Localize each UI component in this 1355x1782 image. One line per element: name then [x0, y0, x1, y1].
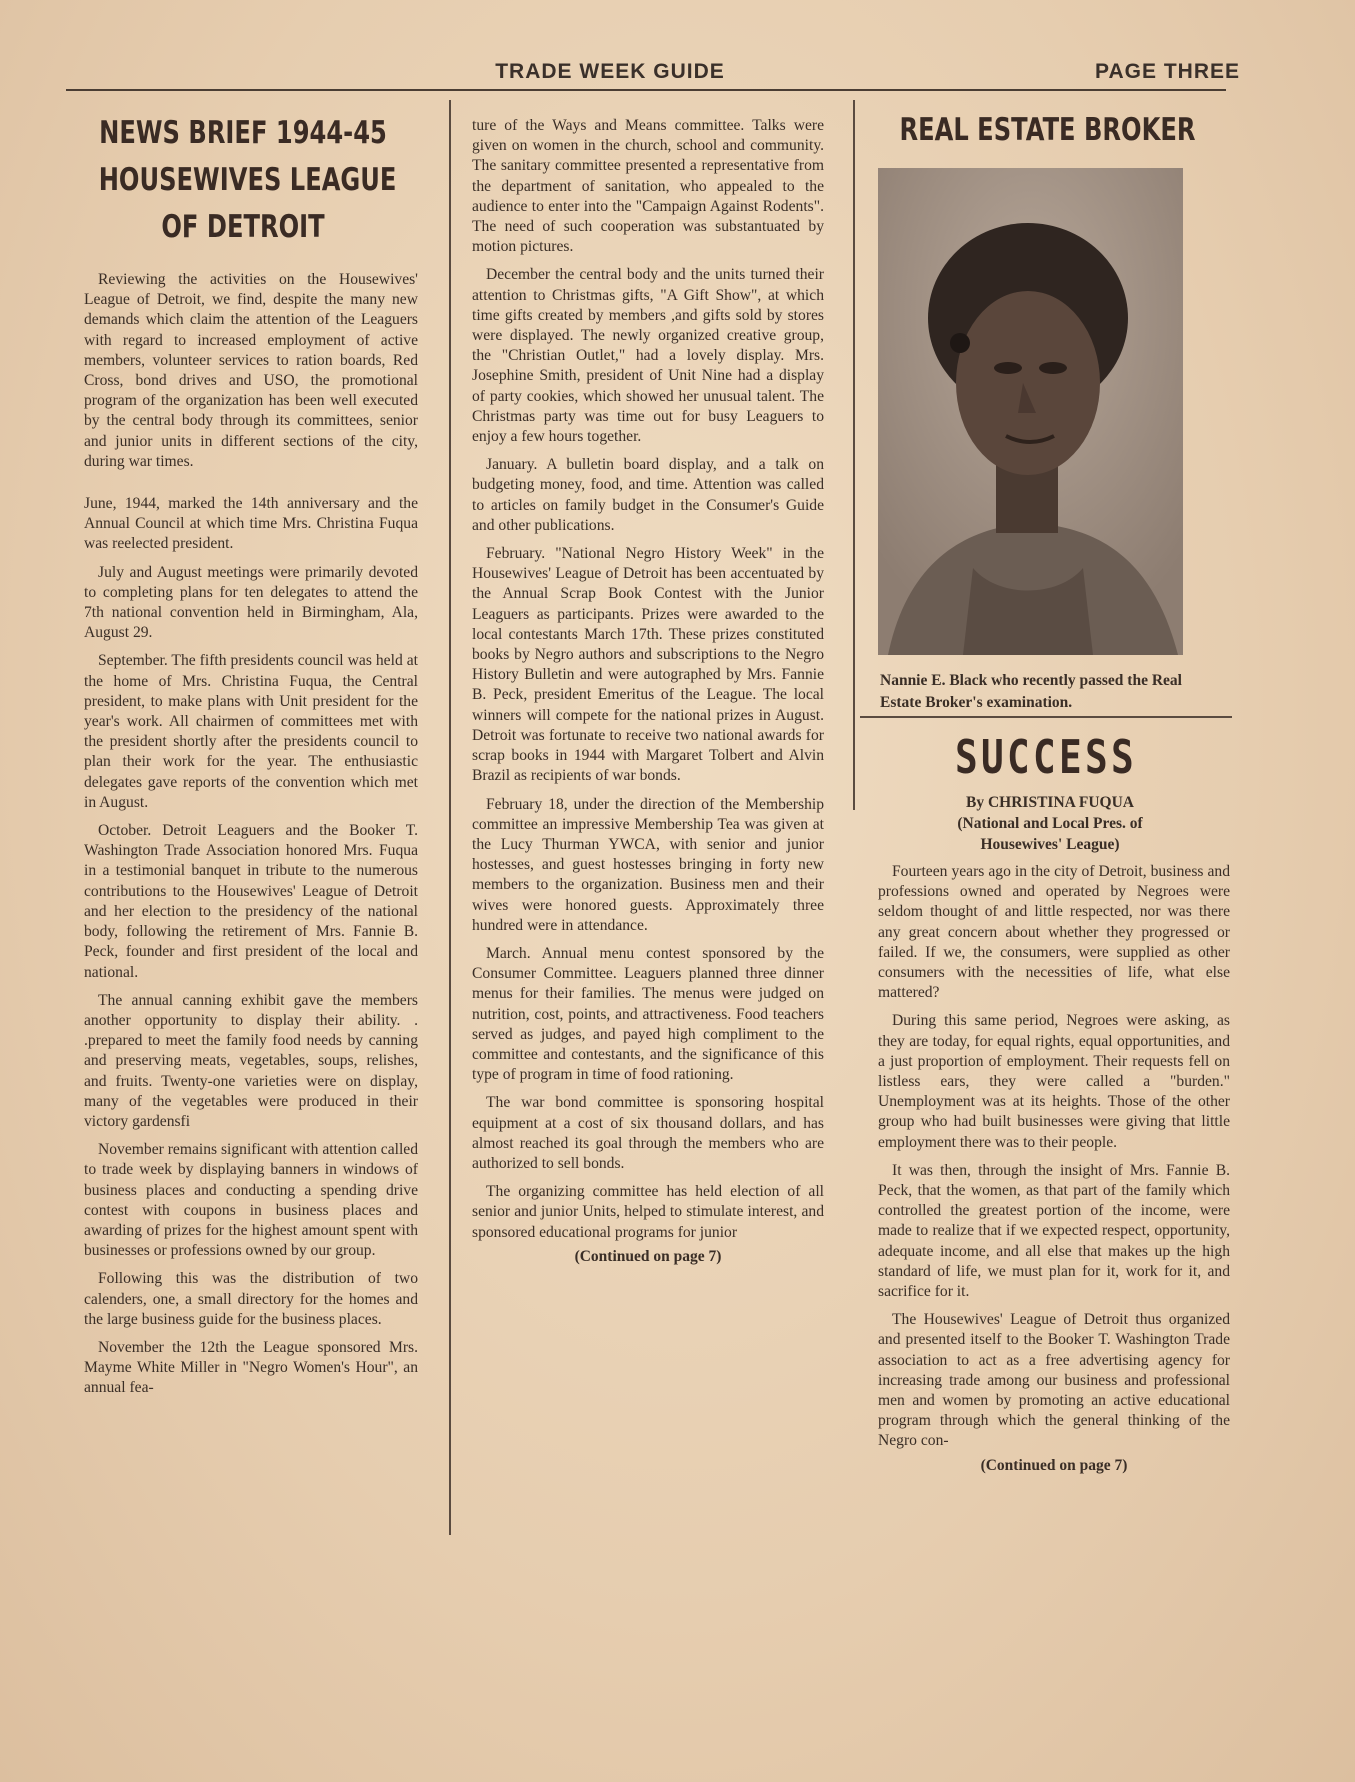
headline-line: NEWS BRIEF 1944-45 — [99, 115, 387, 151]
article1-continuation — [472, 116, 824, 1267]
byline — [870, 792, 1230, 855]
article1-body — [84, 270, 418, 1407]
headline-line: HOUSEWIVES LEAGUE — [98, 162, 397, 198]
page-number: PAGE THREE — [1095, 60, 1240, 83]
paragraph: December the central body and the units turned their attention to Christmas gifts, "A Gift Show", at which time gifts created by members ,and gifts sold by stores were displayed. The newly organized creative group, the "Christian Outlet," had a lovely display. Mrs. Josephine Smith, president of Unit Nine had a display of party cookies, which showed her unusual talent. The Christmas party was time out for busy Leaguers to enjoy a few hours together. — [472, 266, 824, 446]
publication-title: TRADE WEEK GUIDE — [495, 60, 725, 83]
headline-line: OF DETROIT — [161, 209, 325, 245]
article3-headline: SUCCESS — [955, 730, 1137, 784]
paragraph: September. The fifth presidents council was held at the home of Mrs. Christina Fuqua, the Central president, to make plans with Unit president for the year's work. All chairmen of committees met with the president shortly after the presidents council to plan their work for the year. The enthusiastic delegates gave reports of the convention which met in August. — [84, 652, 418, 811]
article1-headline — [98, 110, 397, 251]
portrait-illustration — [878, 168, 1183, 655]
column-divider — [449, 100, 451, 1535]
photo-caption: Nannie E. Black who recently passed the Real Estate Broker's examination. — [880, 672, 1182, 711]
paragraph: The organizing committee has held election of all senior and junior Units, helped to stimulate interest, and sponsored educational programs for junior — [472, 1183, 824, 1241]
paragraph: July and August meetings were primarily devoted to completing plans for ten delegates to attend the 7th national convention held in Birmingham, Ala, August 29. — [84, 563, 418, 642]
paragraph: November the 12th the League sponsored Mrs. Mayme White Miller in "Negro Women's Hour", an annual fea- — [84, 1338, 418, 1397]
paragraph: The Housewives' League of Detroit thus organized and presented itself to the Booker T. Washington Trade association to act as a free advertising agency for increasing trade among our business and professional men and women by promoting an active educational program through which the general thinking of the Negro con- — [878, 1311, 1230, 1450]
continued-note: (Continued on page 7) — [980, 1456, 1128, 1474]
byline-title: Housewives' League) — [980, 836, 1120, 853]
continued-note: (Continued on page 7) — [574, 1247, 722, 1265]
portrait-photo — [878, 168, 1183, 655]
paragraph: ture of the Ways and Means committee. Talks were given on women in the church, school and community. The sanitary committee presented a representative from the department of sanitation, who appealed to the audience to enter into the "Campaign Against Rodents". The need of such cooperation was substantuated by motion pictures. — [472, 117, 824, 256]
article3-body — [878, 862, 1230, 1476]
paragraph: The annual canning exhibit gave the members another opportunity to display their ability. . .prepared to meet the family food needs by canning and preserving meats, vegetables, soups, relishes, and fruits. Twenty-one varieties were on display, many of the vegetables were produced in their victory gardensfi — [84, 991, 418, 1130]
paragraph: Reviewing the activities on the Housewives' League of Detroit, we find, despite the many new demands which claim the attention of the Leaguers with regard to increased employment of active members, volunteer services to ration boards, Red Cross, bond drives and USO, the promotional program of the organization has been well executed by the central body through its committees, senior and junior units in different sections of the city, during war times. — [84, 271, 418, 470]
paragraph: It was then, through the insight of Mrs. Fannie B. Peck, that the women, as that part of the family which controlled the greatest portion of the income, were made to realize that if we expected respect, opportunity, adequate income, and all else that makes up the high standard of life, we must plan for it, work for it, and sacrifice for it. — [878, 1161, 1230, 1301]
byline-author: By CHRISTINA FUQUA — [966, 794, 1134, 811]
article2-headline: REAL ESTATE BROKER — [899, 112, 1196, 148]
paragraph: October. Detroit Leaguers and the Booker T. Washington Trade Association honored Mrs. Fuqua in a testimonial banquet in tribute to the numerous contributions to the Housewives' League of Detroit and her election to the presidency of the national body, following the retirement of Mrs. Fannie B. Peck, founder and first president of the local and national. — [84, 822, 418, 981]
paragraph: November remains significant with attention called to trade week by displaying banners in windows of business places and conducting a spending drive contest with coupons in business places and awarding of prizes for the highest amount spent with businesses or professions owned by our group. — [84, 1141, 419, 1260]
paragraph: Fourteen years ago in the city of Detroit, business and professions owned and operated by Negroes were seldom thought of and little respected, nor was there any great concern about whether they progressed or failed. If we, the consumers, were supplied as other consumers with the necessities of life, what else mattered? — [878, 863, 1230, 1002]
paragraph: January. A bulletin board display, and a talk on budgeting money, food, and time. Attention was called to articles on family budget in the Consumer's Guide and other publications. — [472, 456, 824, 534]
paragraph: February 18, under the direction of the Membership committee an impressive Membership Tea was given at the Lucy Thurman YWCA, with senior and junior hostesses, and guest hostesses bringing in forty new members to the organization. Business men and their wives were honored guests. Approximately three hundred were in attendance. — [472, 795, 824, 934]
paragraph: The war bond committee is sponsoring hospital equipment at a cost of six thousand dollars, and has almost reached its goal through the members who are authorized to sell bonds. — [472, 1094, 824, 1172]
paragraph: June, 1944, marked the 14th anniversary and the Annual Council at which time Mrs. Christina Fuqua was reelected president. — [84, 495, 418, 553]
byline-title: (National and Local Pres. of — [957, 815, 1143, 832]
section-rule — [860, 716, 1232, 718]
paragraph: February. "National Negro History Week" in the Housewives' League of Detroit has been accentuated by the Annual Scrap Book Contest with the Junior Leaguers as participants. Prizes were awarded to the local contestants March 17th. These prizes constituted books by Negro authors and subscriptions to the Negro History Bulletin and were autographed by Mrs. Fannie B. Peck, president Emeritus of the League. The local winners will compete for the national prizes in August. Detroit was fortunate to receive two national awards for scrap books in 1944 with Margaret Tolbert and Alvin Brazil as recipients of war bonds. — [472, 545, 824, 785]
paragraph: Following this was the distribution of two calenders, one, a small directory for the homes and the large business guide for the business places. — [84, 1270, 418, 1328]
column-divider — [853, 100, 855, 810]
paragraph: March. Annual menu contest sponsored by the Consumer Committee. Leaguers planned three dinner menus for their families. The menus were judged on nutrition, cost, points, and attractiveness. Food teachers served as judges, and payed high compliment to the committee and contestants, and the significance of this type of program in time of food rationing. — [472, 944, 824, 1084]
header-rule — [66, 89, 1226, 91]
paragraph: During this same period, Negroes were asking, as they are today, for equal rights, equal opportunities, and a just proportion of employment. Their requests fell on listless ears, they were called a "burden." Unemployment was at its heights. Those of the other group who had built businesses were giving that little employment there was to their people. — [878, 1012, 1230, 1151]
